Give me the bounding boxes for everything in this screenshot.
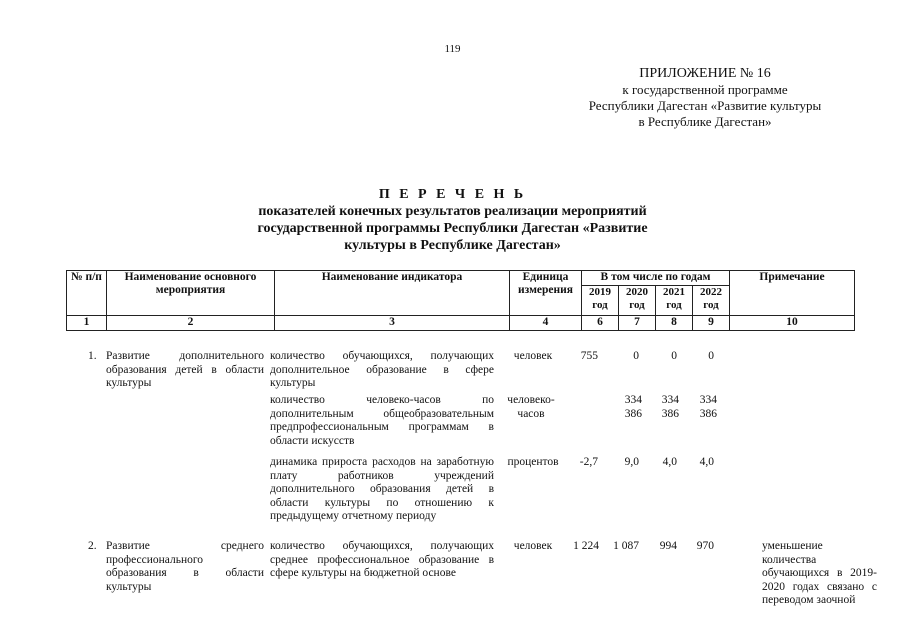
row-2-note: уменьшение количества обучающихся в 2019-2020 годах связано с переводом заочной xyxy=(762,540,877,606)
header-unit: Единица измерения xyxy=(510,271,582,316)
row-2-event: Развитие среднего профессионального образования в области культуры xyxy=(106,540,264,593)
row-2-indicator-1-2021: 994 xyxy=(659,540,677,552)
col-number-10: 10 xyxy=(730,316,855,331)
row-1-indicator-3: динамика прироста расходов на заработную плату работников учреждений дополнительного образования детей в области культуры по отношению к предыдущему отчетному периоду xyxy=(270,456,494,522)
appendix-line-1: ПРИЛОЖЕНИЕ № 16 xyxy=(639,66,771,81)
col-number-1: 1 xyxy=(67,316,107,331)
row-1-indicator-3-2021: 4,0 xyxy=(662,456,677,468)
col-number-7: 7 xyxy=(619,316,656,331)
appendix-line-3: Республики Дагестан «Развитие культуры xyxy=(588,98,822,113)
header-year-2020: 2020 год xyxy=(619,286,656,316)
title-line-3: государственной программы Республики Дагестан «Развитие xyxy=(257,221,648,236)
header-indicator: Наименование индикатора xyxy=(275,271,510,316)
col-number-4: 4 xyxy=(510,316,582,331)
title-line-2: показателей конечных результатов реализации мероприятий xyxy=(258,204,647,219)
row-1-indicator-1-2020: 0 xyxy=(633,350,639,362)
row-1-indicator-1-2021: 0 xyxy=(671,350,677,362)
row-2-indicator-1-2022: 970 xyxy=(696,540,714,552)
row-1-indicator-1-2022: 0 xyxy=(708,350,714,362)
header-year-2022: 2022 год xyxy=(693,286,730,316)
header-num: № п/п xyxy=(67,271,107,316)
row-1-indicator-2-2022: 334 386 xyxy=(699,394,717,420)
col-number-3: 3 xyxy=(275,316,510,331)
header-note: Примечание xyxy=(730,271,855,316)
row-1-indicator-3-2020: 9,0 xyxy=(624,456,639,468)
title-line-4: культуры в Республике Дагестан» xyxy=(344,238,561,253)
row-2-indicator-1-2020: 1 087 xyxy=(613,540,639,552)
appendix-heading xyxy=(560,66,850,130)
title-line-1: П Е Р Е Ч Е Н Ь xyxy=(378,187,527,202)
table-header xyxy=(66,270,855,331)
appendix-line-4: в Республике Дагестан» xyxy=(638,114,772,129)
row-1-indicator-1-2019: 755 xyxy=(580,350,598,362)
row-2-number: 2. xyxy=(88,540,97,552)
page-number: 119 xyxy=(444,43,461,55)
header-years-group: В том числе по годам xyxy=(582,271,730,286)
appendix-line-2: к государственной программе xyxy=(622,82,788,97)
header-year-2019: 2019 год xyxy=(582,286,619,316)
col-number-2: 2 xyxy=(107,316,275,331)
row-1-indicator-3-unit: процентов xyxy=(507,456,559,468)
row-2-indicator-1-unit: человек xyxy=(513,540,553,552)
row-1-indicator-3-2022: 4,0 xyxy=(699,456,714,468)
header-event: Наименование основного мероприятия xyxy=(107,271,275,316)
row-2-indicator-1-2019: 1 224 xyxy=(573,540,599,552)
col-number-8: 8 xyxy=(656,316,693,331)
row-1-indicator-3-2019: -2,7 xyxy=(579,456,598,468)
row-1-indicator-1: количество обучающихся, получающих дополнительное образование в сфере культуры xyxy=(270,350,494,389)
row-1-number: 1. xyxy=(88,350,97,362)
document-title xyxy=(200,186,705,254)
col-number-9: 9 xyxy=(693,316,730,331)
row-1-indicator-2-2020: 334 386 xyxy=(624,394,642,420)
row-1-indicator-2-2021: 334 386 xyxy=(661,394,679,420)
col-number-6: 6 xyxy=(582,316,619,331)
row-1-event: Развитие дополнительного образования детей в области культуры xyxy=(106,350,264,389)
header-year-2021: 2021 год xyxy=(656,286,693,316)
row-1-indicator-1-unit: человек xyxy=(513,350,553,362)
row-1-indicator-2-unit: человеко-часов xyxy=(507,394,555,420)
row-2-indicator-1: количество обучающихся, получающих среднее профессиональное образование в сфере культуры на бюджетной основе xyxy=(270,540,494,579)
row-1-indicator-2: количество человеко-часов по дополнительным общеобразовательным предпрофессиональным программам в области искусств xyxy=(270,394,494,447)
